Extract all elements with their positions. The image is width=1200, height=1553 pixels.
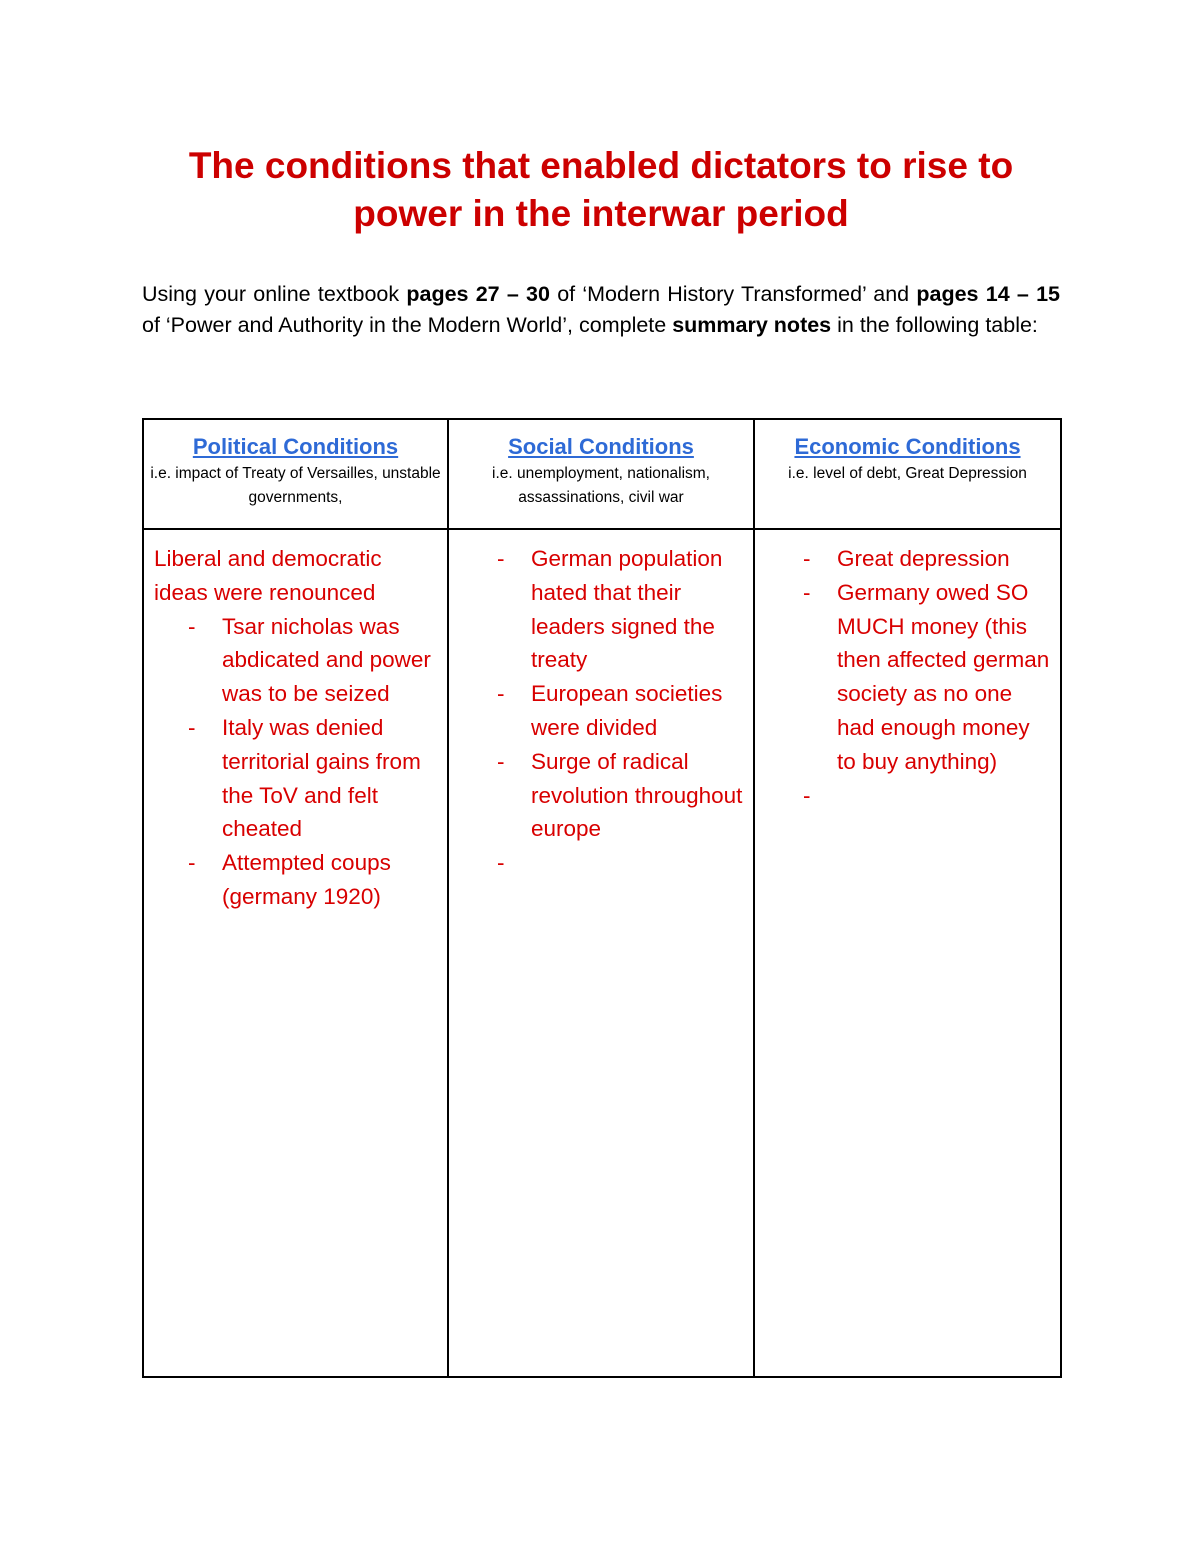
list-item: - Italy was denied territorial gains from the ToV and felt cheated [154,711,437,846]
list-item: - Tsar nicholas was abdicated and power was to be seized [154,610,437,711]
intro-text-4: in the following table: [831,312,1038,337]
list-item-empty [765,779,1050,813]
economic-list [765,542,1050,812]
header-political-title: Political Conditions [192,434,399,459]
list-item: - Attempted coups (germany 1920) [154,846,437,914]
header-economic-subtitle: i.e. level of debt, Great Depression [788,465,1027,482]
list-item-empty [459,846,743,880]
list-item: - German population hated that their leaders signed the treaty [459,542,743,677]
table-body-row [143,529,1061,1377]
economic-notes-cell[interactable] [754,529,1061,1377]
list-item: - Surge of radical revolution throughout europe [459,745,743,846]
conditions-table [142,418,1062,1378]
intro-bold-pages-2: pages 14 – 15 [916,282,1060,306]
page-title: The conditions that enabled dictators to rise to power in the interwar period [188,145,1014,234]
list-item: - Germany owed SO MUCH money (this then affected german society as no one had enough money to buy anything) [765,576,1050,779]
intro-text-2: of ‘Modern History Transformed’ and [549,282,917,306]
header-political-subtitle: i.e. impact of Treaty of Versailles, unstable governments, [150,465,441,506]
intro-bold-pages-1: pages 27 – 30 [406,282,550,306]
list-item: - Great depression [765,542,1050,576]
header-social-title: Social Conditions [508,434,694,459]
header-social [448,419,754,529]
table-header-row [143,419,1061,529]
intro-text-3: of ‘Power and Authority in the Modern World’, complete [142,312,673,337]
list-item: - European societies were divided [459,677,743,745]
social-list [459,542,743,880]
header-economic-title: Economic Conditions [794,434,1021,459]
social-notes-cell[interactable] [448,529,754,1377]
intro-text-1: Using your online textbook [142,282,407,306]
header-political [143,419,448,529]
political-lead-text: Liberal and democratic ideas were renounced [154,546,382,605]
instructions-paragraph [142,279,1060,340]
header-social-subtitle: i.e. unemployment, nationalism, assassinations, civil war [492,465,710,506]
political-list [154,610,437,914]
intro-bold-summary-notes: summary notes [672,312,832,337]
header-economic [754,419,1061,529]
political-notes-cell[interactable] [143,529,448,1377]
